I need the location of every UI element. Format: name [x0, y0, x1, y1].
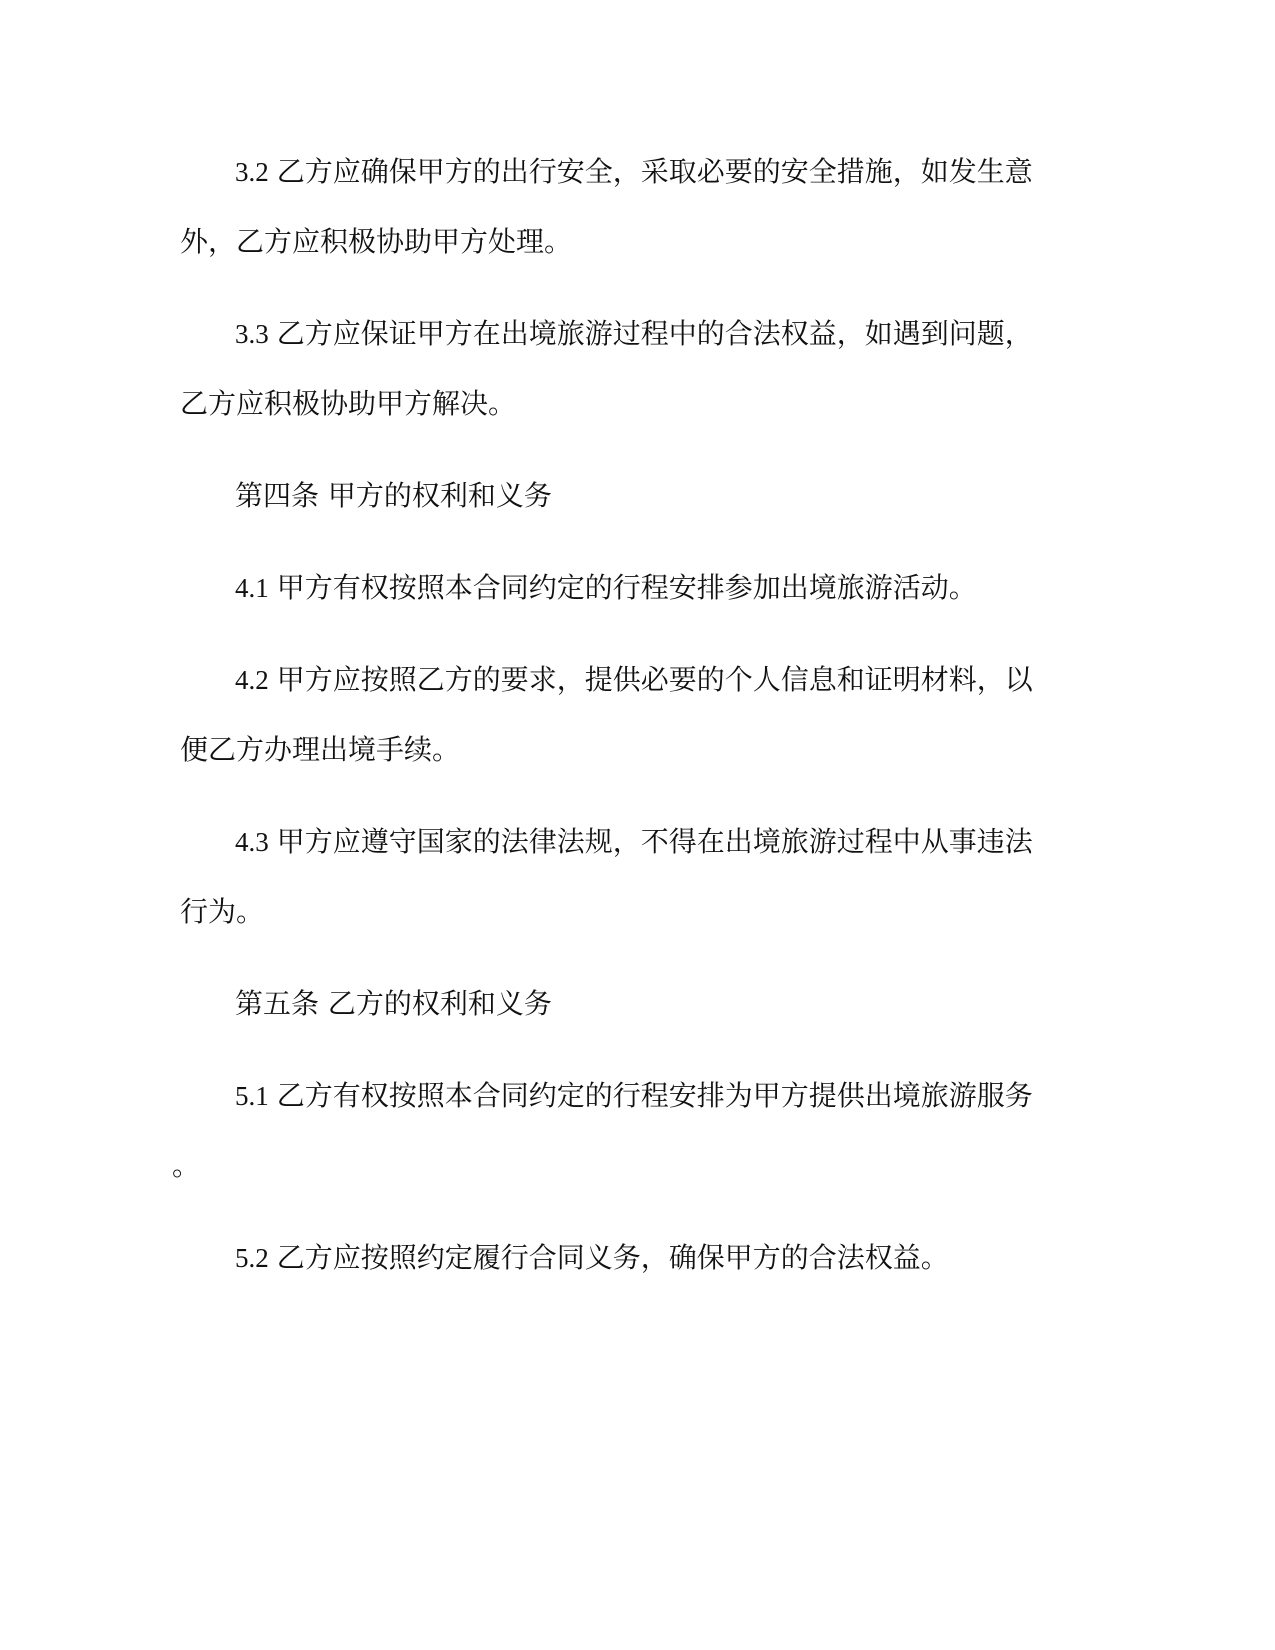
clause-text: 甲方有权按照本合同约定的行程安排参加出境旅游活动。	[276, 571, 977, 604]
clause-4-3-line-1	[235, 822, 1033, 862]
clause-number: 3.3	[235, 319, 269, 349]
clause-text: 乙方应按照约定履行合同义务，确保甲方的合法权益。	[276, 1241, 949, 1274]
clause-3-3-line-2: 乙方应积极协助甲方解决。	[180, 387, 517, 420]
clause-3-2-line-1	[235, 152, 1033, 192]
article-4-heading: 第四条 甲方的权利和义务	[235, 479, 552, 512]
clause-4-3-line-2: 行为。	[180, 895, 265, 928]
clause-4-2-line-2: 便乙方办理出境手续。	[180, 733, 461, 766]
clause-4-1-line-1	[235, 568, 977, 608]
clause-text: 乙方应确保甲方的出行安全，采取必要的安全措施，如发生意	[276, 155, 1033, 188]
clause-4-2-line-1	[235, 660, 1033, 700]
clause-number: 5.2	[235, 1243, 269, 1273]
clause-number: 5.1	[235, 1081, 269, 1111]
clause-3-3-line-1	[235, 314, 1033, 354]
clause-5-2-line-1	[235, 1238, 949, 1278]
clause-number: 4.1	[235, 573, 269, 603]
clause-text: 甲方应遵守国家的法律法规，不得在出境旅游过程中从事违法	[276, 825, 1033, 858]
clause-number: 3.2	[235, 157, 269, 187]
clause-number: 4.3	[235, 827, 269, 857]
clause-text: 甲方应按照乙方的要求，提供必要的个人信息和证明材料，以	[276, 663, 1033, 696]
article-5-heading: 第五条 乙方的权利和义务	[235, 987, 552, 1020]
clause-3-2-line-2: 外，乙方应积极协助甲方处理。	[180, 225, 573, 258]
clause-5-1-line-2: 。	[172, 1149, 201, 1182]
clause-text: 乙方应保证甲方在出境旅游过程中的合法权益，如遇到问题，	[276, 317, 1033, 350]
clause-text: 乙方有权按照本合同约定的行程安排为甲方提供出境旅游服务	[276, 1079, 1033, 1112]
clause-5-1-line-1	[235, 1076, 1033, 1116]
clause-number: 4.2	[235, 665, 269, 695]
